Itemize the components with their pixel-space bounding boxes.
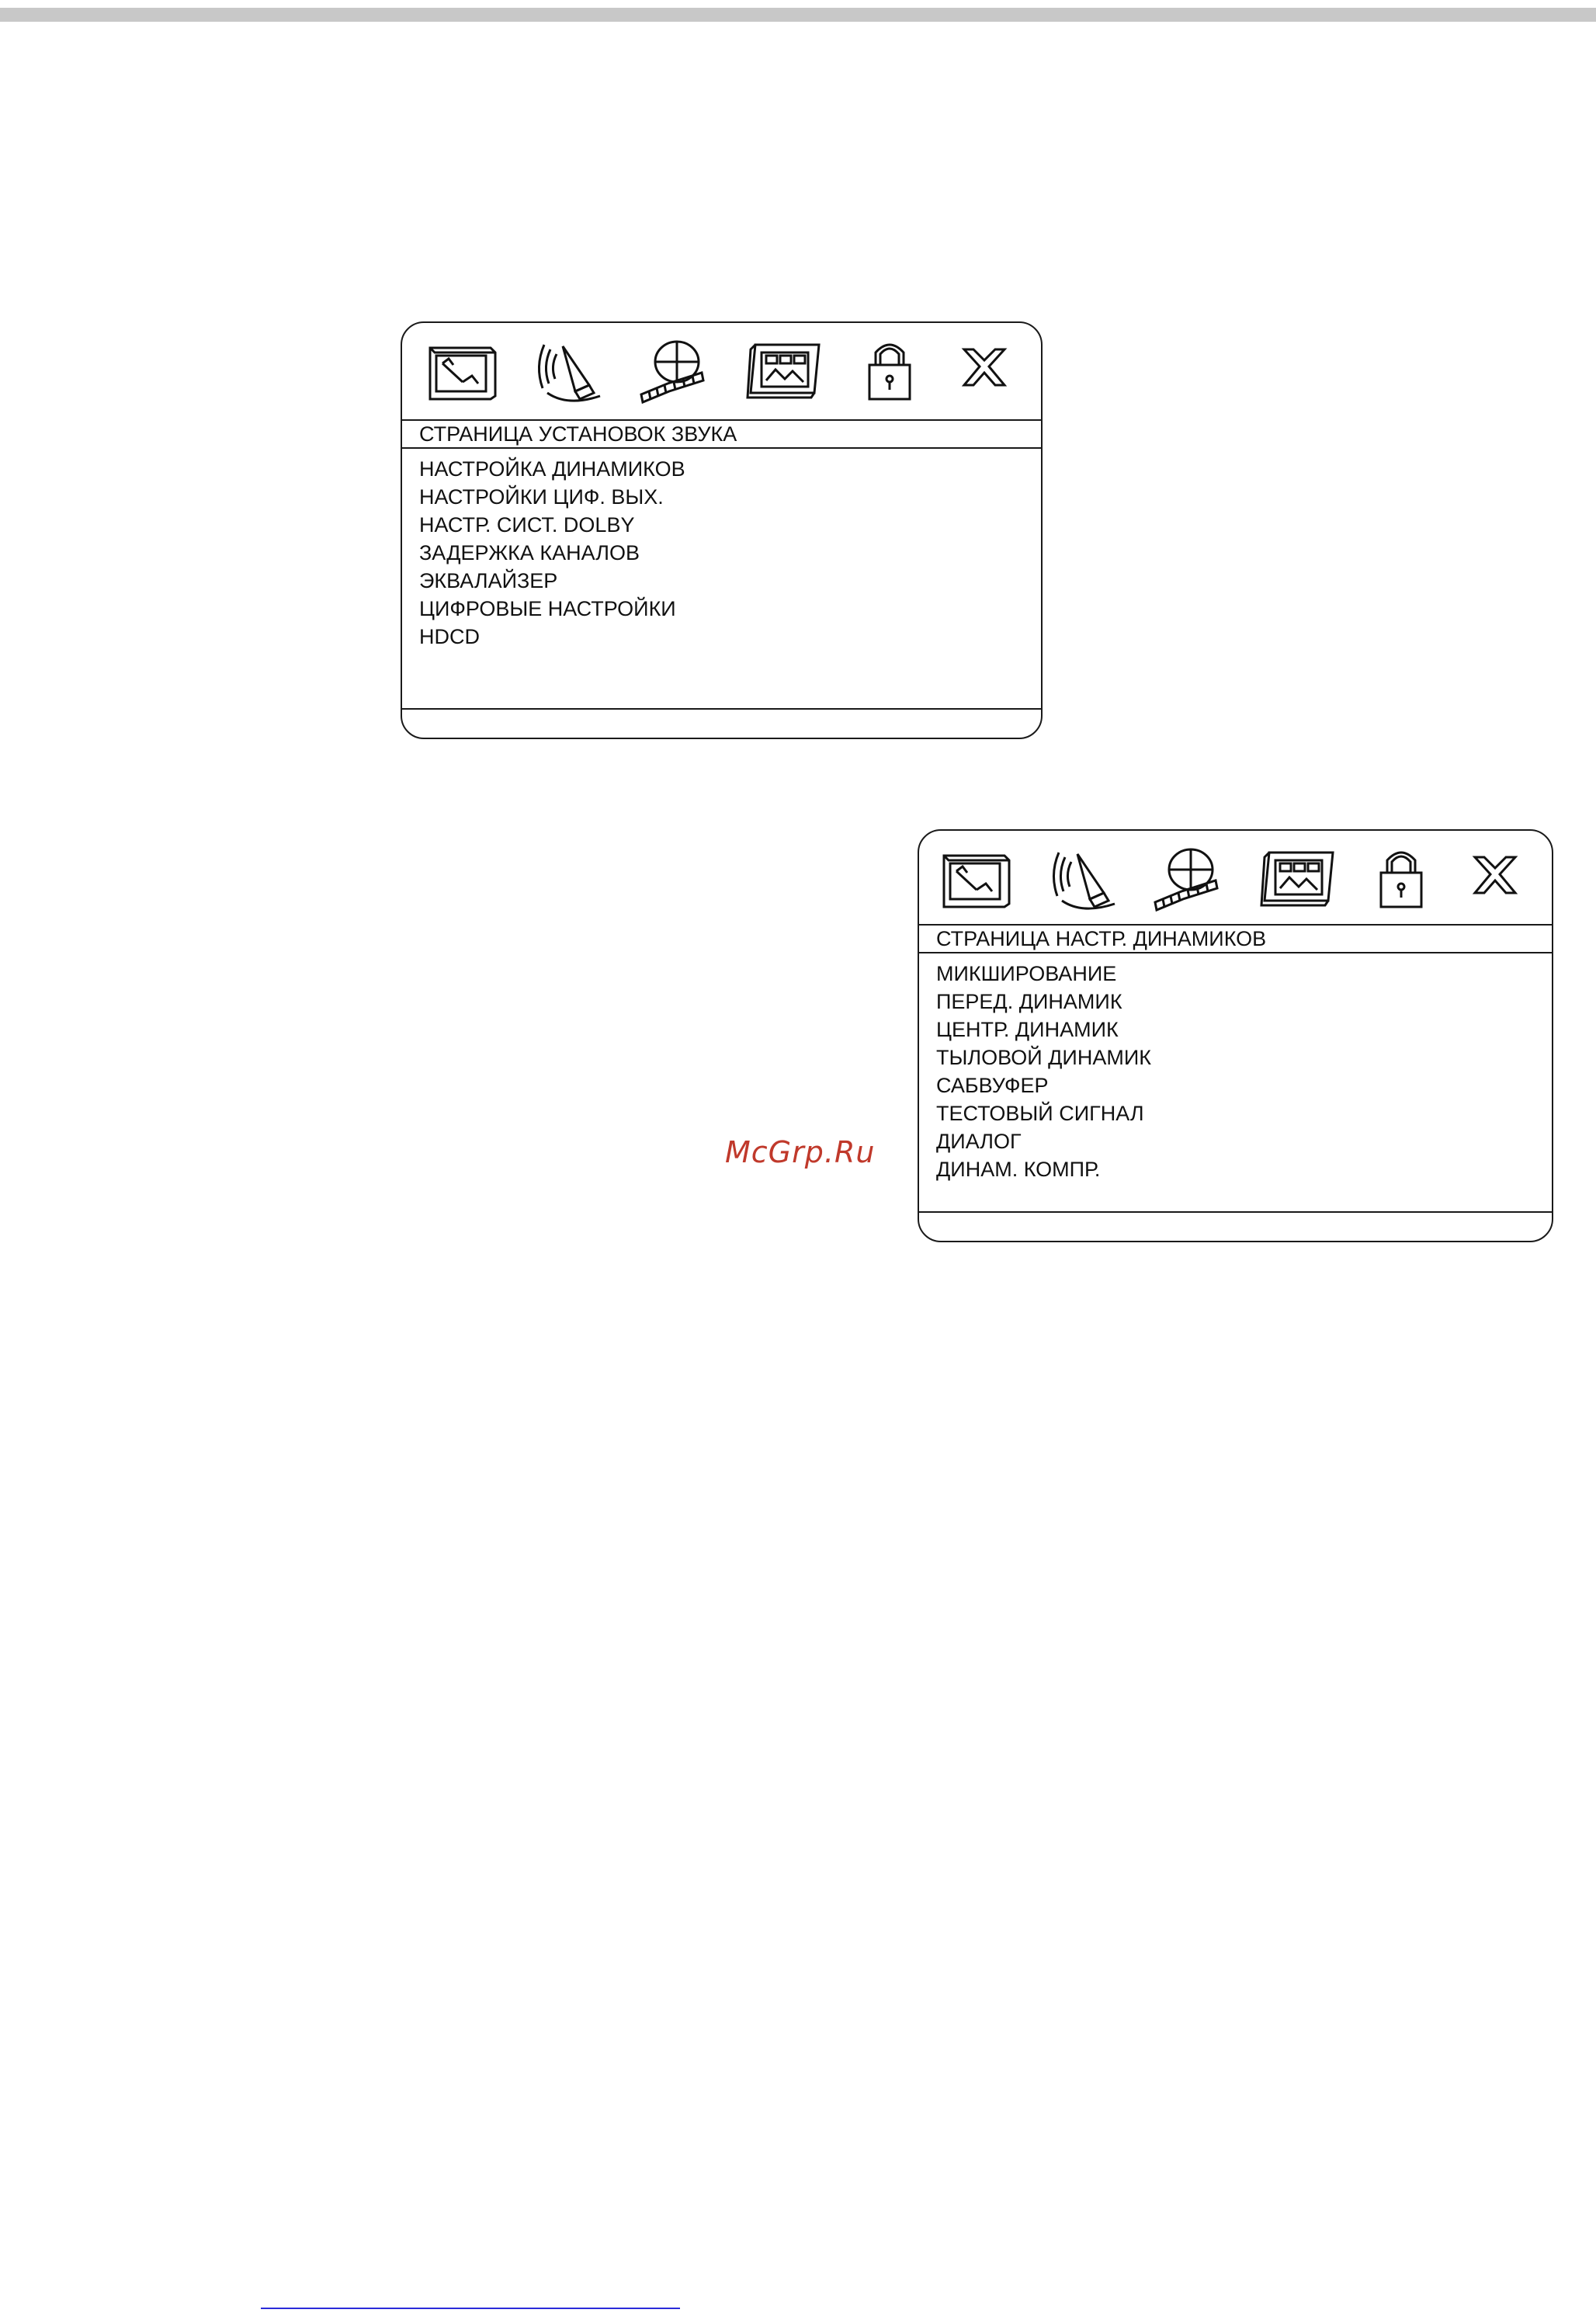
lock-icon[interactable]	[1362, 843, 1440, 913]
menu-item[interactable]: САБВУФЕР	[936, 1074, 1049, 1097]
menu-item[interactable]: НАСТРОЙКА ДИНАМИКОВ	[419, 457, 685, 481]
reel-icon[interactable]	[633, 335, 711, 405]
watermark: McGrp.Ru	[725, 1135, 876, 1169]
bottom-link-line	[261, 2308, 680, 2309]
speaker-icon[interactable]	[529, 335, 606, 405]
menu-item[interactable]: ДИНАМ. КОМПР.	[936, 1158, 1101, 1181]
settings-icon[interactable]	[938, 843, 1015, 913]
panel-footer	[919, 1211, 1552, 1241]
menu-item[interactable]: ТЫЛОВОЙ ДИНАМИК	[936, 1046, 1151, 1069]
speaker-setup-panel	[918, 829, 1553, 1242]
menu-item[interactable]: ТЕСТОВЫЙ СИГНАЛ	[936, 1102, 1144, 1125]
close-icon[interactable]	[1456, 843, 1534, 913]
menu-item[interactable]: ПЕРЕД. ДИНАМИК	[936, 990, 1122, 1013]
menu-list	[419, 455, 685, 651]
page-title-band	[402, 419, 1041, 449]
page-title-band	[919, 924, 1552, 953]
panel-footer	[402, 708, 1041, 738]
reel-icon[interactable]	[1147, 843, 1225, 913]
menu-item[interactable]: НАСТРОЙКИ ЦИФ. ВЫХ.	[419, 485, 664, 509]
menu-item[interactable]: ЦИФРОВЫЕ НАСТРОЙКИ	[419, 597, 676, 620]
picture-icon[interactable]	[1258, 843, 1336, 913]
audio-setup-panel	[401, 321, 1043, 739]
menu-item[interactable]: МИКШИРОВАНИЕ	[936, 962, 1117, 985]
menu-icon-bar	[919, 831, 1552, 927]
menu-list	[936, 960, 1151, 1183]
picture-icon[interactable]	[744, 335, 822, 405]
page-title: СТРАНИЦА УСТАНОВОК ЗВУКА	[419, 422, 737, 446]
speaker-icon[interactable]	[1043, 843, 1121, 913]
page-top-bar	[0, 8, 1596, 22]
menu-item[interactable]: ЭКВАЛАЙЗЕР	[419, 569, 558, 592]
lock-icon[interactable]	[851, 335, 928, 405]
menu-item[interactable]: ДИАЛОГ	[936, 1130, 1022, 1153]
menu-item[interactable]: HDCD	[419, 625, 480, 648]
menu-icon-bar	[402, 323, 1041, 419]
close-icon[interactable]	[945, 335, 1023, 405]
settings-icon[interactable]	[424, 335, 501, 405]
menu-item[interactable]: ЦЕНТР. ДИНАМИК	[936, 1018, 1119, 1041]
page-title: СТРАНИЦА НАСТР. ДИНАМИКОВ	[936, 927, 1267, 950]
menu-item[interactable]: НАСТР. СИСТ. DOLBY	[419, 513, 635, 537]
menu-item[interactable]: ЗАДЕРЖКА КАНАЛОВ	[419, 541, 640, 564]
